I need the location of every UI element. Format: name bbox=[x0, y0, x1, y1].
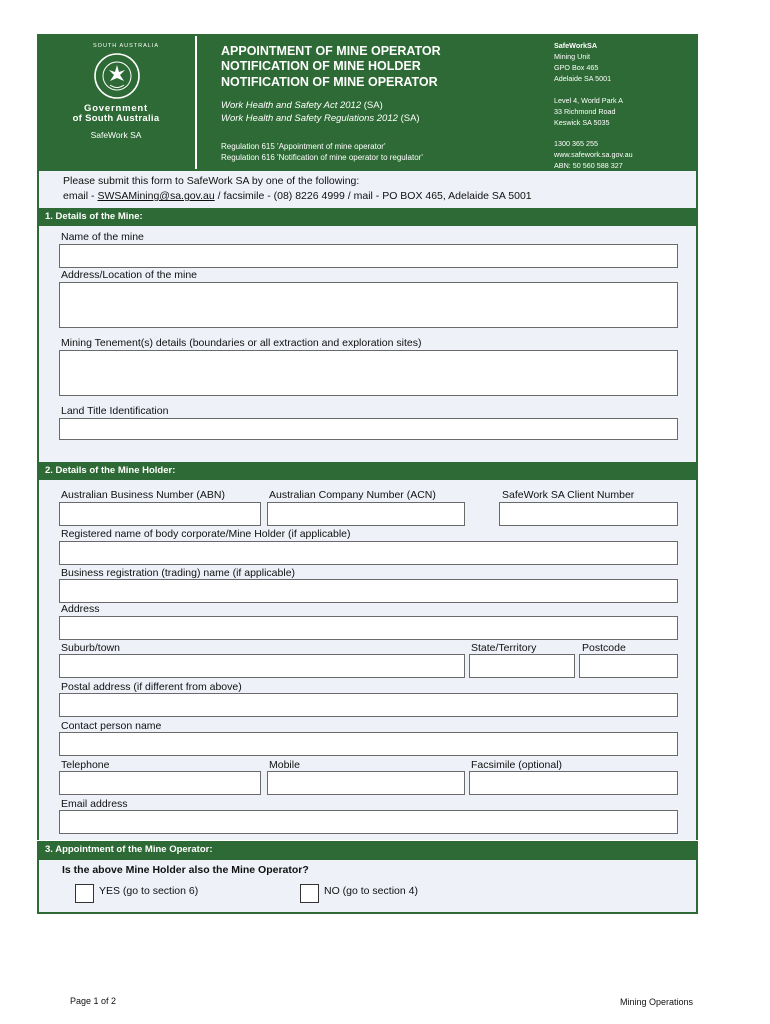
client-number-label: SafeWork SA Client Number bbox=[502, 489, 635, 501]
emblem-text: SOUTH AUSTRALIA bbox=[93, 43, 160, 49]
email-link[interactable]: SWSAMining@sa.gov.au bbox=[97, 190, 215, 202]
contact-unit: Mining Unit bbox=[554, 52, 590, 61]
contact-person-field[interactable] bbox=[59, 732, 678, 756]
suburb-label: Suburb/town bbox=[61, 642, 120, 654]
no-option-label: NO (go to section 4) bbox=[324, 885, 418, 897]
facsimile-label: Facsimile (optional) bbox=[471, 759, 563, 771]
postal-address-label: Postal address (if different from above) bbox=[61, 681, 242, 693]
mine-name-label: Name of the mine bbox=[61, 231, 144, 243]
submission-intro: Please submit this form to SafeWork SA by one of the following: bbox=[63, 175, 360, 187]
business-name-field[interactable] bbox=[59, 579, 678, 603]
contact-phone: 1300 365 255 bbox=[554, 139, 598, 148]
suburb-field[interactable] bbox=[59, 654, 465, 678]
mobile-field[interactable] bbox=[267, 771, 465, 795]
contact-web: www.safework.sa.gov.au bbox=[554, 150, 633, 159]
acn-label: Australian Company Number (ACN) bbox=[269, 489, 436, 501]
postal-address-field[interactable] bbox=[59, 693, 678, 717]
mine-operator-question: Is the above Mine Holder also the Mine Operator? bbox=[62, 864, 309, 876]
contact-person-label: Contact person name bbox=[61, 720, 162, 732]
agency-text: SafeWork SA bbox=[90, 130, 142, 140]
section-1-header: 1. Details of the Mine: bbox=[37, 208, 698, 226]
email-address-field[interactable] bbox=[59, 810, 678, 834]
contact-city: Adelaide SA 5001 bbox=[554, 74, 612, 83]
header-banner bbox=[37, 34, 698, 171]
postcode-field[interactable] bbox=[579, 654, 678, 678]
contact-org: SafeWorkSA bbox=[554, 41, 598, 50]
acn-field[interactable] bbox=[267, 502, 465, 526]
section-3-panel bbox=[37, 860, 698, 914]
act-name: Work Health and Safety Act 2012 bbox=[221, 100, 362, 111]
mine-address-label: Address/Location of the mine bbox=[61, 269, 197, 281]
regulation-615: Regulation 615 'Appointment of mine operator' bbox=[221, 142, 386, 151]
tenement-label: Mining Tenement(s) details (boundaries or all extraction and exploration sites) bbox=[61, 337, 422, 349]
telephone-label: Telephone bbox=[61, 759, 110, 771]
form-title-1: APPOINTMENT OF MINE OPERATOR bbox=[221, 44, 441, 58]
footer-category: Mining Operations bbox=[620, 997, 694, 1007]
abn-field[interactable] bbox=[59, 502, 261, 526]
submission-methods bbox=[63, 190, 532, 203]
contact-suburb: Keswick SA 5035 bbox=[554, 118, 610, 127]
state-label: State/Territory bbox=[471, 642, 537, 654]
client-number-field[interactable] bbox=[499, 502, 678, 526]
submission-other-methods: / facsimile - (08) 8226 4999 / mail - PO BOX 465, Adelaide SA 5001 bbox=[217, 190, 532, 202]
act-line-2 bbox=[221, 112, 420, 125]
government-text: Government bbox=[84, 103, 148, 114]
tenement-field[interactable] bbox=[59, 350, 678, 396]
address-label: Address bbox=[61, 603, 100, 615]
yes-option-label: YES (go to section 6) bbox=[99, 885, 199, 897]
state-field[interactable] bbox=[469, 654, 575, 678]
postcode-label: Postcode bbox=[582, 642, 626, 654]
mine-address-field[interactable] bbox=[59, 282, 678, 328]
abn-label: Australian Business Number (ABN) bbox=[61, 489, 225, 501]
contact-abn: ABN: 50 560 588 327 bbox=[554, 161, 623, 170]
email-label: email - bbox=[63, 190, 95, 202]
address-field[interactable] bbox=[59, 616, 678, 640]
registered-name-label: Registered name of body corporate/Mine Holder (if applicable) bbox=[61, 528, 351, 540]
regulations-jurisdiction: (SA) bbox=[400, 113, 420, 124]
facsimile-field[interactable] bbox=[469, 771, 678, 795]
mine-name-field[interactable] bbox=[59, 244, 678, 268]
mobile-label: Mobile bbox=[269, 759, 300, 771]
submission-info bbox=[37, 171, 698, 208]
yes-checkbox[interactable] bbox=[75, 884, 94, 903]
act-line-1 bbox=[221, 99, 383, 112]
section-2-panel bbox=[37, 480, 698, 840]
contact-street: 33 Richmond Road bbox=[554, 107, 616, 116]
contact-gpo: GPO Box 465 bbox=[554, 63, 599, 72]
section-2-header: 2. Details of the Mine Holder: bbox=[37, 462, 698, 480]
section-3-header: 3. Appointment of the Mine Operator: bbox=[37, 841, 698, 860]
south-australia-text: of South Australia bbox=[72, 113, 160, 124]
page-number: Page 1 of 2 bbox=[70, 996, 117, 1006]
form-title-2: NOTIFICATION OF MINE HOLDER bbox=[221, 59, 421, 73]
business-name-label: Business registration (trading) name (if applicable) bbox=[61, 567, 296, 579]
contact-level: Level 4, World Park A bbox=[554, 96, 623, 105]
government-logo bbox=[37, 34, 195, 171]
form-title-3: NOTIFICATION OF MINE OPERATOR bbox=[221, 75, 438, 89]
regulations-name: Work Health and Safety Regulations 2012 bbox=[221, 113, 398, 124]
state-emblem-icon bbox=[92, 52, 142, 100]
act-jurisdiction: (SA) bbox=[363, 100, 383, 111]
section-1-panel bbox=[37, 226, 698, 462]
header-divider bbox=[195, 36, 197, 169]
no-checkbox[interactable] bbox=[300, 884, 319, 903]
email-address-label: Email address bbox=[61, 798, 128, 810]
land-title-label: Land Title Identification bbox=[61, 405, 169, 417]
regulation-616: Regulation 616 'Notification of mine operator to regulator' bbox=[221, 153, 423, 162]
telephone-field[interactable] bbox=[59, 771, 261, 795]
land-title-field[interactable] bbox=[59, 418, 678, 440]
registered-name-field[interactable] bbox=[59, 541, 678, 565]
